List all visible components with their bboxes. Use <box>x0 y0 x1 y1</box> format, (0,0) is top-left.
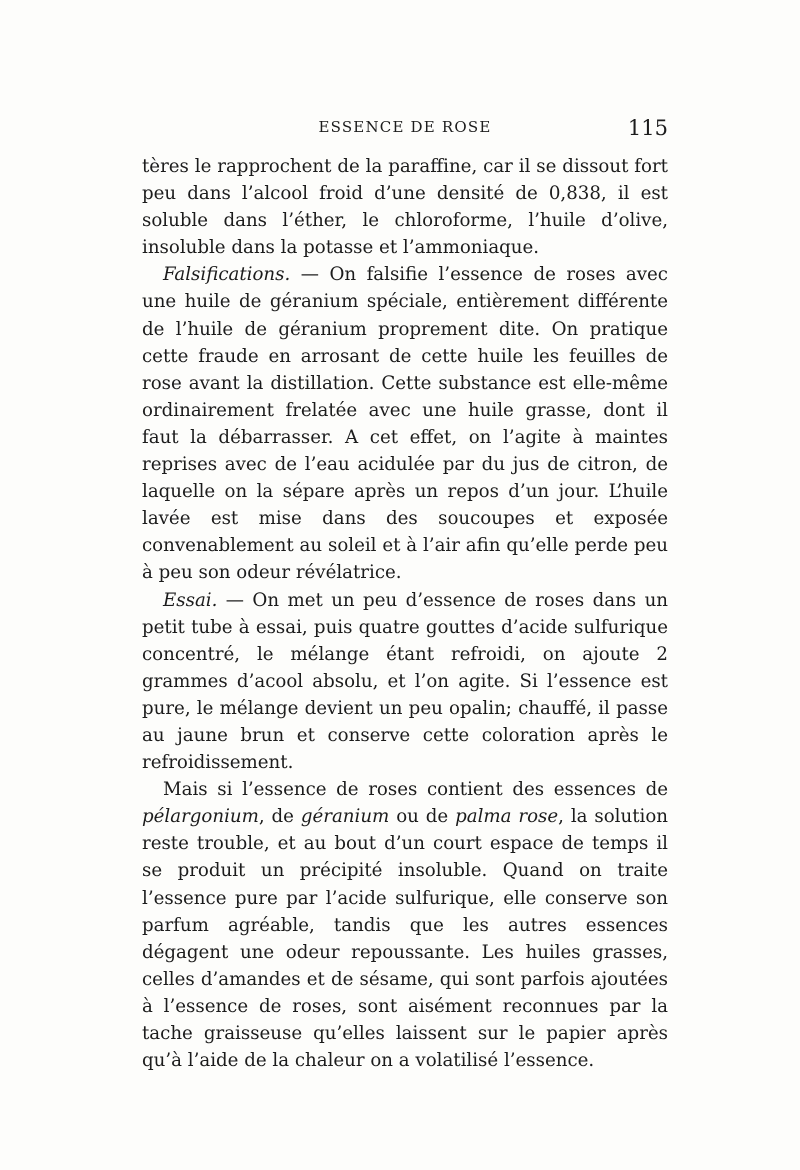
section-heading-essai: Essai. <box>163 589 218 611</box>
paragraph-essai <box>142 587 668 777</box>
term-pelargonium: pélargonium <box>142 806 259 828</box>
paragraph-text: tères le rapprochent de la paraffine, car il se dissout fort peu dans l’alcool froid d’une densité de 0,838, il est soluble dans l’éther, le chloroforme, l’huile d’olive, insoluble dans la potasse et l’ammoniaque. <box>142 156 668 259</box>
paragraph-text: , la solution reste trouble, et au bout d’un court espace de temps il se produit un précipité insoluble. Quand on traite l’essence pure par l’acide sulfurique, elle conserve son parfum agréable, tandis que les autres essences dégagent une odeur repoussante. Les huiles grasses, celles d’amandes et de sésame, qui sont parfois ajoutées à l’essence de roses, sont aisément reconnues par la tache graisseuse qu’elles laissent sur le papier après qu’à l’aide de la chaleur on a volatilisé l’essence. <box>142 806 669 1072</box>
paragraph-falsifications <box>142 261 668 586</box>
paragraph-text: — On falsifie l’essence de roses avec une huile de géranium spéciale, entièrement différente de l’huile de géranium proprement dite. On pratique cette fraude en arrosant de cette huile les feuilles de rose avant la distillation. Cette substance est elle-même ordinairement frelatée avec une huile grasse, dont il faut la débarrasser. A cet effet, on l’agite à maintes reprises avec de l’eau acidulée par du jus de citron, de laquelle on la sépare après un repos d’un jour. L’huile lavée est mise dans des soucoupes et exposée convenablement au soleil et à l’air afin qu’elle perde peu à peu son odeur révélatrice. <box>142 264 668 584</box>
paragraph-text: , de <box>258 806 301 828</box>
paragraph-essences <box>142 776 668 1074</box>
term-palma-rose: palma rose <box>455 806 559 828</box>
page-number: 115 <box>627 116 668 140</box>
term-geranium: géranium <box>300 806 390 828</box>
paragraph-continuation <box>142 153 668 261</box>
running-head <box>142 118 668 144</box>
body-text <box>142 153 668 1074</box>
section-heading-falsifications: Falsifications. <box>163 264 291 286</box>
running-title: ESSENCE DE ROSE <box>318 118 492 136</box>
paragraph-text: ou de <box>389 806 456 828</box>
paragraph-text: Mais si l’essence de roses contient des essences de <box>163 779 668 801</box>
paragraph-text: — On met un peu d’essence de roses dans un petit tube à essai, puis quatre gouttes d’acide sulfurique concentré, le mélange étant refroidi, on ajoute 2 grammes d’acool absolu, et l’on agite. Si l’essence est pure, le mélange devient un peu opalin; chauffé, il passe au jaune brun et conserve cette coloration après le refroidissement. <box>142 589 668 774</box>
